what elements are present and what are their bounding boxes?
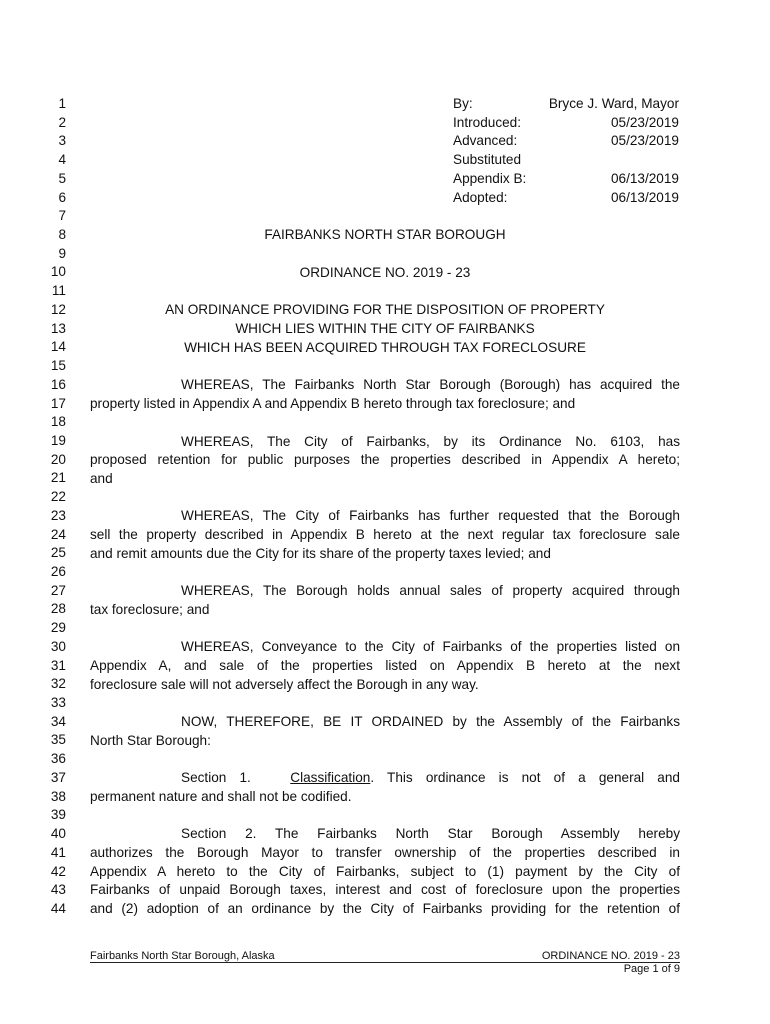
line-number: 1 — [58, 96, 66, 111]
line-number: 5 — [58, 170, 66, 186]
line-number: 9 — [58, 245, 66, 261]
line-number: 21 — [50, 470, 66, 486]
line-number: 41 — [50, 844, 66, 860]
line-number: 35 — [50, 732, 66, 748]
line-number: 16 — [50, 376, 66, 392]
section-1-label: Section 1. — [181, 770, 251, 785]
line-number: 27 — [50, 582, 66, 598]
borough-title: FAIRBANKS NORTH STAR BOROUGH — [264, 227, 506, 242]
whereas-5-line-2: Appendix A, and sale of the properties listed on Appendix B hereto at the next — [90, 658, 680, 673]
section-2-line-5: and (2) adoption of an ordinance by the City of Fairbanks providing for the retention of — [90, 901, 680, 916]
page-footer — [90, 948, 680, 963]
advanced-label: Advanced: — [453, 133, 518, 148]
ordained-line-1: NOW, THEREFORE, BE IT ORDAINED by the Assembly of the Fairbanks — [181, 714, 680, 729]
line-number: 26 — [50, 564, 66, 579]
whereas-1-line-2: property listed in Appendix A and Appendix B hereto through tax foreclosure; and — [90, 396, 576, 411]
line-number: 20 — [50, 451, 66, 467]
line-number: 37 — [50, 769, 66, 785]
whereas-4-line-2: tax foreclosure; and — [90, 602, 210, 617]
line-number: 22 — [50, 489, 66, 505]
line-number: 2 — [58, 114, 66, 130]
line-number: 10 — [50, 264, 66, 280]
ordained-line-2: North Star Borough: — [90, 733, 211, 748]
line-number: 13 — [50, 320, 66, 336]
section-2-line-1: Section 2. The Fairbanks North Star Borough Assembly hereby — [181, 826, 680, 841]
line-number: 32 — [50, 676, 66, 692]
line-number: 25 — [50, 545, 66, 561]
whereas-4-line-1: WHEREAS, The Borough holds annual sales of property acquired through — [181, 583, 680, 598]
line-number: 12 — [50, 301, 66, 317]
line-number: 7 — [58, 208, 66, 224]
line-number: 23 — [50, 507, 66, 523]
by-value: Bryce J. Ward, Mayor — [548, 96, 679, 111]
adopted-label: Adopted: — [453, 190, 508, 205]
line-number: 29 — [50, 620, 66, 636]
whereas-1-line-1: WHEREAS, The Fairbanks North Star Borough (Borough) has acquired the — [181, 377, 680, 392]
line-number: 17 — [50, 395, 66, 411]
section-2-line-4: Fairbanks of unpaid Borough taxes, interest and cost of foreclosure upon the properties — [90, 882, 680, 897]
line-number: 3 — [58, 133, 66, 149]
section-1-text: . This ordinance is not of a general and — [370, 770, 680, 785]
whereas-5-line-1: WHEREAS, Conveyance to the City of Fairbanks of the properties listed on — [181, 639, 680, 654]
line-number: 31 — [50, 657, 66, 673]
line-number: 24 — [50, 526, 66, 542]
whereas-3-line-2: sell the property described in Appendix B hereto at the next regular tax foreclosure sale — [90, 527, 680, 542]
whereas-3-line-1: WHEREAS, The City of Fairbanks has further requested that the Borough — [181, 508, 680, 523]
line-number: 39 — [50, 807, 66, 823]
line-number: 6 — [58, 189, 66, 205]
section-1-line-2: permanent nature and shall not be codified. — [90, 789, 352, 804]
section-1-heading: Classification — [290, 770, 371, 785]
ordinance-title-line-2: WHICH LIES WITHIN THE CITY OF FAIRBANKS — [235, 321, 535, 336]
line-number: 40 — [50, 826, 66, 842]
whereas-2-line-2: proposed retention for public purposes the properties described in Appendix A hereto; — [90, 452, 680, 467]
whereas-3-line-3: and remit amounts due the City for its share of the property taxes levied; and — [90, 546, 551, 561]
line-number: 34 — [50, 713, 66, 729]
ordinance-title-line-3: WHICH HAS BEEN ACQUIRED THROUGH TAX FORECLOSURE — [184, 340, 586, 355]
whereas-2-line-1: WHEREAS, The City of Fairbanks, by its Ordinance No. 6103, has — [181, 434, 680, 449]
section-2-line-3: Appendix A hereto to the City of Fairbanks, subject to (1) payment by the City of — [90, 864, 680, 879]
appendix-date: 06/13/2019 — [610, 171, 679, 186]
adopted-date: 06/13/2019 — [610, 190, 679, 205]
ordinance-number: ORDINANCE NO. 2019 - 23 — [299, 265, 471, 280]
introduced-label: Introduced: — [453, 115, 522, 130]
substituted-label: Substituted — [453, 152, 522, 167]
footer-borough: Fairbanks North Star Borough, Alaska — [90, 950, 275, 962]
line-number: 11 — [51, 283, 66, 299]
line-number: 28 — [50, 601, 66, 617]
line-number: 4 — [58, 152, 66, 168]
line-number: 42 — [50, 863, 66, 879]
line-number: 44 — [50, 900, 66, 916]
line-number: 8 — [58, 227, 66, 243]
line-number: 33 — [50, 695, 66, 711]
line-number: 15 — [50, 358, 66, 374]
line-number: 14 — [50, 339, 66, 355]
section-2-line-2: authorizes the Borough Mayor to transfer ownership of the properties described in — [90, 845, 680, 860]
ordinance-title-line-1: AN ORDINANCE PROVIDING FOR THE DISPOSITION OF PROPERTY — [165, 302, 605, 317]
line-number: 30 — [50, 638, 66, 654]
introduced-date: 05/23/2019 — [610, 115, 679, 130]
footer-ordinance: ORDINANCE NO. 2019 - 23 — [541, 950, 680, 962]
line-number: 18 — [50, 414, 66, 430]
line-number: 38 — [50, 788, 66, 804]
whereas-5-line-3: foreclosure sale will not adversely affect the Borough in any way. — [90, 677, 479, 692]
line-number: 19 — [50, 432, 66, 448]
page-number: Page 1 of 9 — [623, 963, 680, 975]
by-label: By: — [453, 96, 473, 111]
advanced-date: 05/23/2019 — [610, 133, 679, 148]
section-1-line-1 — [90, 769, 680, 788]
line-number: 36 — [50, 751, 66, 767]
line-number: 43 — [50, 882, 66, 898]
appendix-label: Appendix B: — [453, 171, 527, 186]
whereas-2-line-3: and — [90, 471, 113, 486]
